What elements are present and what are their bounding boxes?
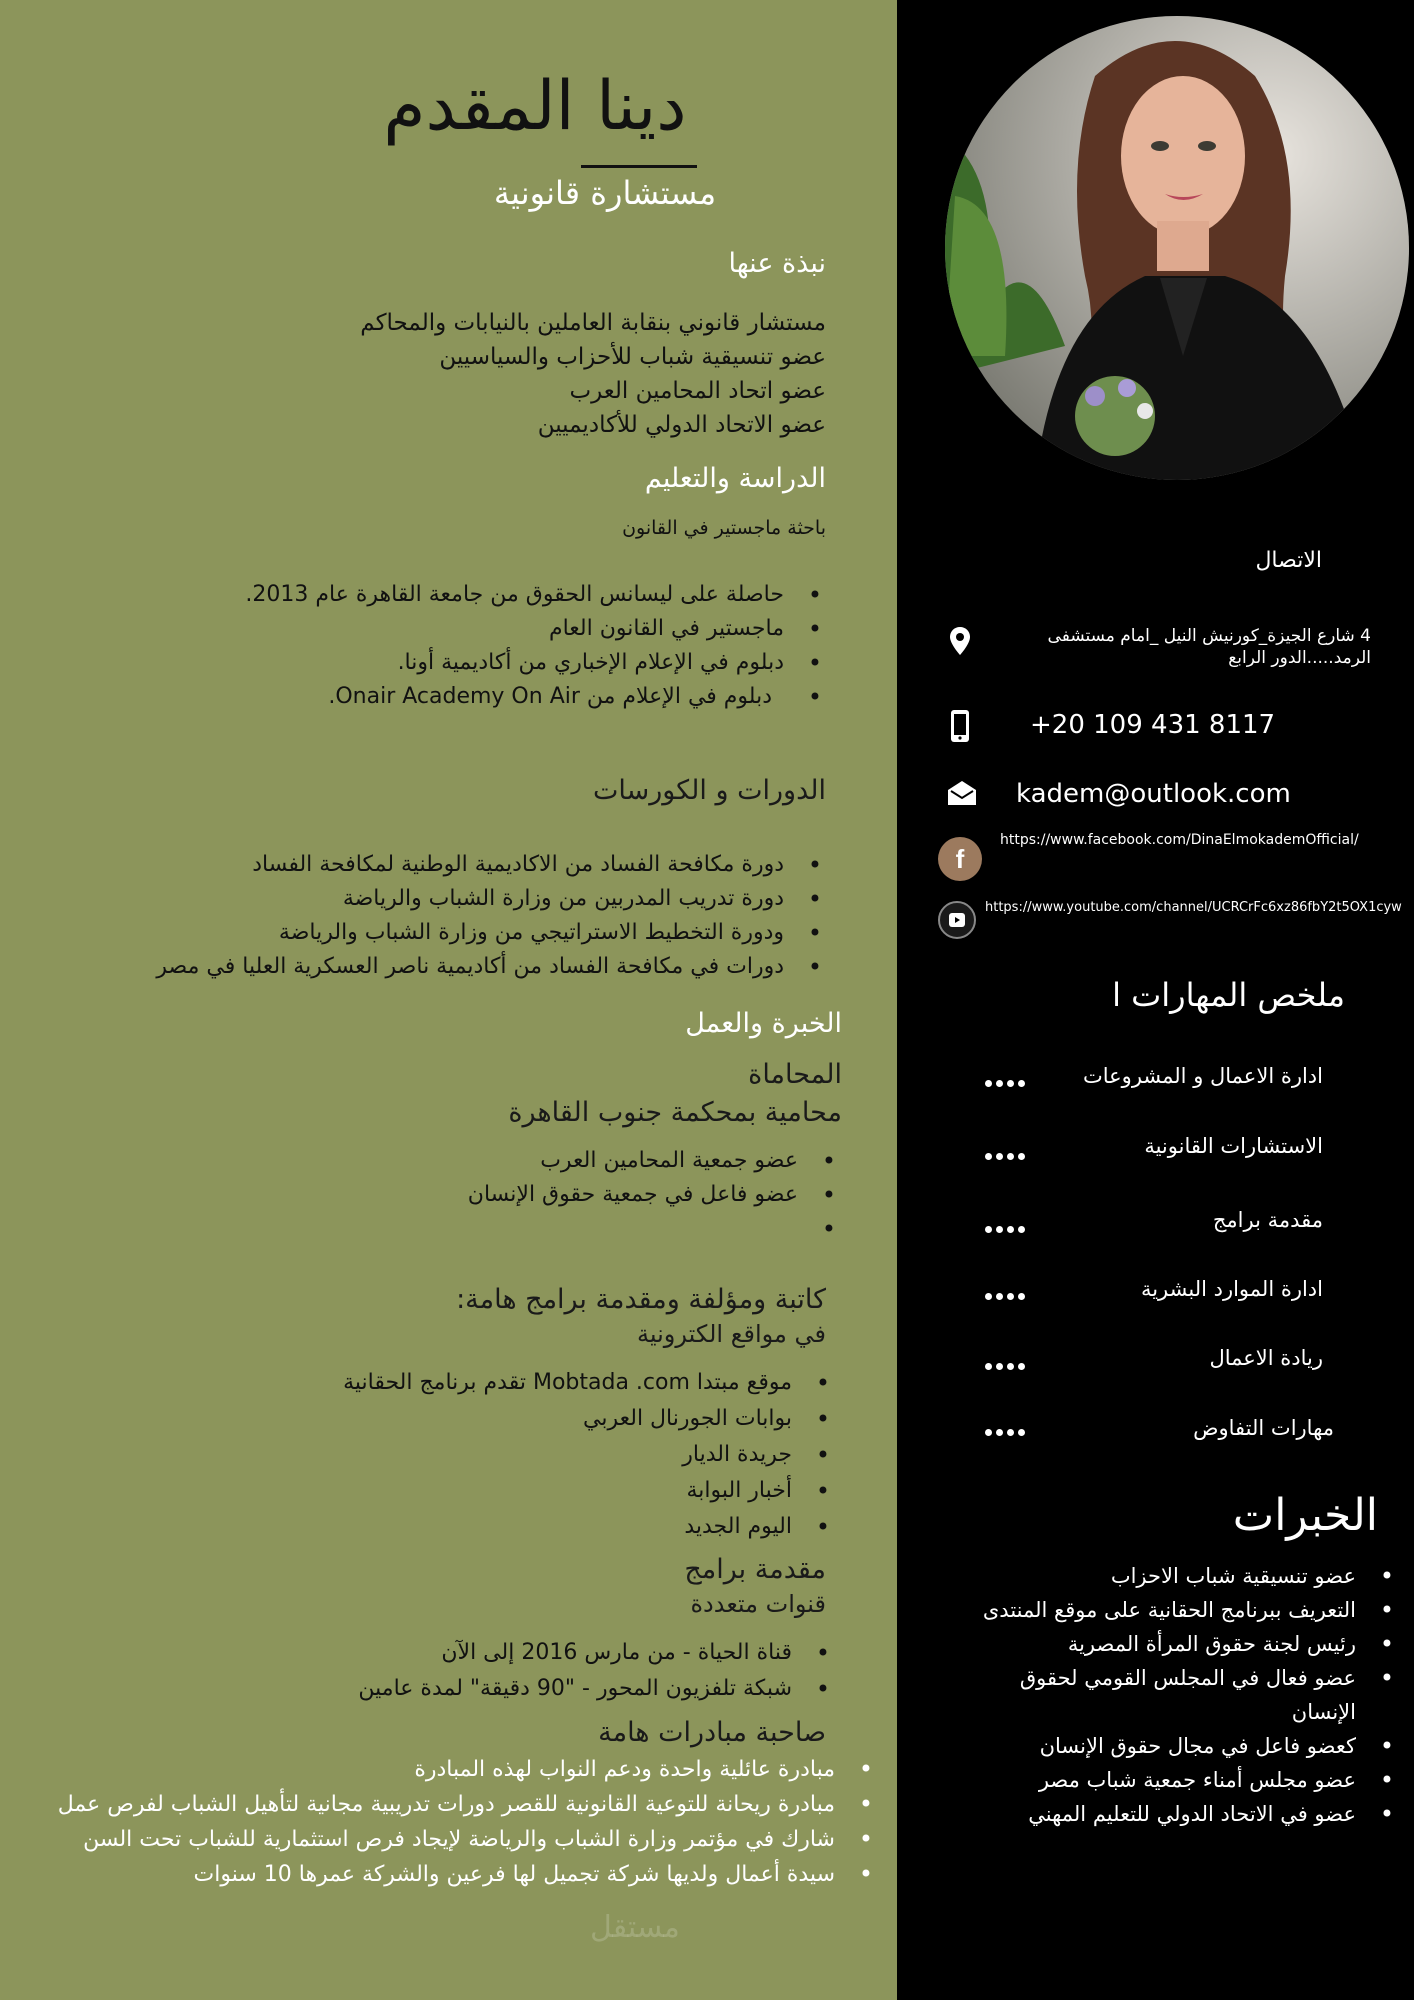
candidate-name: دينا المقدم [383, 67, 687, 146]
list-item: • بوابات الجورنال العربي [343, 1401, 792, 1437]
writer-list [343, 1365, 792, 1545]
facebook-icon[interactable]: f [938, 837, 982, 881]
skill-name: مهارات التفاوض [1193, 1416, 1334, 1440]
initiatives-heading: صاحبة مبادرات هامة [598, 1717, 826, 1748]
location-pin-icon [940, 621, 980, 661]
list-item: • موقع مبتدا Mobtada .com تقدم برنامج الحقانية [343, 1365, 792, 1401]
skill-name: ادارة الاعمال و المشروعات [1082, 1064, 1323, 1088]
list-item: • دورة مكافحة الفساد من الاكاديمية الوطنية لمكافحة الفساد [156, 848, 784, 882]
skill-name: ريادة الاعمال [1209, 1346, 1323, 1370]
initiatives-list [0, 1752, 835, 1892]
about-line: مستشار قانوني بنقابة العاملين بالنيابات والمحاكم [360, 310, 826, 336]
list-item: • رئيس لجنة حقوق المرأة المصرية [936, 1627, 1356, 1661]
list-item: • شارك في مؤتمر وزارة الشباب والرياضة لإيجاد فرص استثمارية للشباب تحت السن [0, 1822, 835, 1857]
skill-name: مقدمة برامج [1212, 1208, 1323, 1232]
list-item: • عضو مجلس أمناء جمعية شباب مصر [936, 1763, 1356, 1797]
youtube-link[interactable]: https://www.youtube.com/channel/UCRCrFc6xz86fbY2t5OX1cyw [985, 900, 1402, 915]
list-item: • عضو جمعية المحامين العرب [468, 1144, 798, 1178]
skill-name: ادارة الموارد البشرية [1140, 1277, 1323, 1301]
list-item: • عضو فعال في المجلس القومي لحقوق الإنسان [936, 1661, 1356, 1729]
education-list [245, 578, 784, 714]
list-item: • حاصلة على ليسانس الحقوق من جامعة القاهرة عام 2013. [245, 578, 784, 612]
experiences-heading: الخبرات [1232, 1490, 1378, 1541]
experiences-list [936, 1559, 1356, 1831]
list-item: • دبلوم في الإعلام الإخباري من أكاديمية أونا. [245, 646, 784, 680]
skill-rating [985, 1072, 1035, 1082]
list-item: • التعريف ببرنامج الحقانية على موقع المنتدى [936, 1593, 1356, 1627]
presenter-list [358, 1635, 792, 1707]
list-item: • ماجستير في القانون العام [245, 612, 784, 646]
list-item: • سيدة أعمال ولديها شركة تجميل لها فرعين والشركة عمرها 10 سنوات [0, 1857, 835, 1892]
list-item: • اليوم الجديد [343, 1509, 792, 1545]
watermark: مستقل [590, 1910, 680, 1945]
skills-heading: ملخص المهارات ا [1112, 976, 1345, 1014]
youtube-icon[interactable] [938, 901, 976, 939]
phone-icon [940, 706, 980, 746]
facebook-link[interactable]: https://www.facebook.com/DinaElmokademOfficial/ [1000, 832, 1359, 848]
work-position: محامية بمحكمة جنوب القاهرة [508, 1097, 842, 1128]
contact-heading: الاتصال [1255, 548, 1322, 573]
work-heading: الخبرة والعمل [685, 1008, 842, 1039]
name-underline [581, 165, 697, 168]
presenter-heading: مقدمة برامج [684, 1554, 826, 1585]
about-line: عضو تنسيقية شباب للأحزاب والسياسيين [439, 344, 826, 370]
email-icon [942, 773, 982, 813]
list-item: • شبكة تلفزيون المحور - "90 دقيقة" لمدة عامين [358, 1671, 792, 1707]
contact-email[interactable]: kadem@outlook.com [1016, 779, 1291, 809]
skill-rating [985, 1285, 1035, 1295]
courses-list [156, 848, 784, 984]
skill-rating [985, 1145, 1035, 1155]
contact-address: 4 شارع الجيزة_كورنيش النيل _امام مستشفى الرمد.....الدور الرابع [1047, 626, 1371, 668]
about-text [360, 306, 826, 442]
portrait-image [945, 16, 1409, 480]
list-item: • دورة تدريب المدربين من وزارة الشباب والرياضة [156, 882, 784, 916]
profile-photo [945, 16, 1409, 480]
list-item [468, 1212, 798, 1246]
work-subtitle: المحاماة [748, 1059, 842, 1090]
list-item: • مبادرة ريحانة للتوعية القانونية للقصر دورات تدريبية مجانية لتأهيل الشباب لفرص عمل [0, 1787, 835, 1822]
about-line: عضو الاتحاد الدولي للأكاديميين [537, 412, 826, 438]
skill-name: الاستشارات القانونية [1144, 1134, 1323, 1158]
list-item: • جريدة الديار [343, 1437, 792, 1473]
list-item: • دبلوم في الإعلام من Onair Academy On Air. [245, 680, 784, 714]
about-heading: نبذة عنها [728, 248, 826, 279]
writer-subtitle: في مواقع الكترونية [637, 1320, 826, 1348]
skill-rating [985, 1421, 1035, 1431]
about-line: عضو اتحاد المحامين العرب [569, 378, 826, 404]
list-item: • قناة الحياة - من مارس 2016 إلى الآن [358, 1635, 792, 1671]
candidate-role: مستشارة قانونية [493, 174, 717, 212]
list-item: • ودورة التخطيط الاستراتيجي من وزارة الشباب والرياضة [156, 916, 784, 950]
list-item: • أخبار البوابة [343, 1473, 792, 1509]
courses-heading: الدورات و الكورسات [593, 775, 826, 806]
education-subtitle: باحثة ماجستير في القانون [622, 517, 826, 539]
presenter-subtitle: قنوات متعددة [690, 1590, 826, 1618]
education-heading: الدراسة والتعليم [644, 463, 826, 494]
writer-heading: كاتبة ومؤلفة ومقدمة برامج هامة: [456, 1284, 826, 1315]
list-item: • مبادرة عائلية واحدة ودعم النواب لهذه المبادرة [0, 1752, 835, 1787]
list-item: • عضو تنسيقية شباب الاحزاب [936, 1559, 1356, 1593]
contact-phone[interactable]: +20 109 431 8117 [1030, 710, 1276, 740]
list-item: • كعضو فاعل في مجال حقوق الإنسان [936, 1729, 1356, 1763]
list-item: • دورات في مكافحة الفساد من أكاديمية ناصر العسكرية العليا في مصر [156, 950, 784, 984]
work-list [468, 1144, 798, 1246]
list-item: • عضو في الاتحاد الدولي للتعليم المهني [936, 1797, 1356, 1831]
list-item: • عضو فاعل في جمعية حقوق الإنسان [468, 1178, 798, 1212]
skill-rating [985, 1218, 1035, 1228]
skill-rating [985, 1355, 1035, 1365]
